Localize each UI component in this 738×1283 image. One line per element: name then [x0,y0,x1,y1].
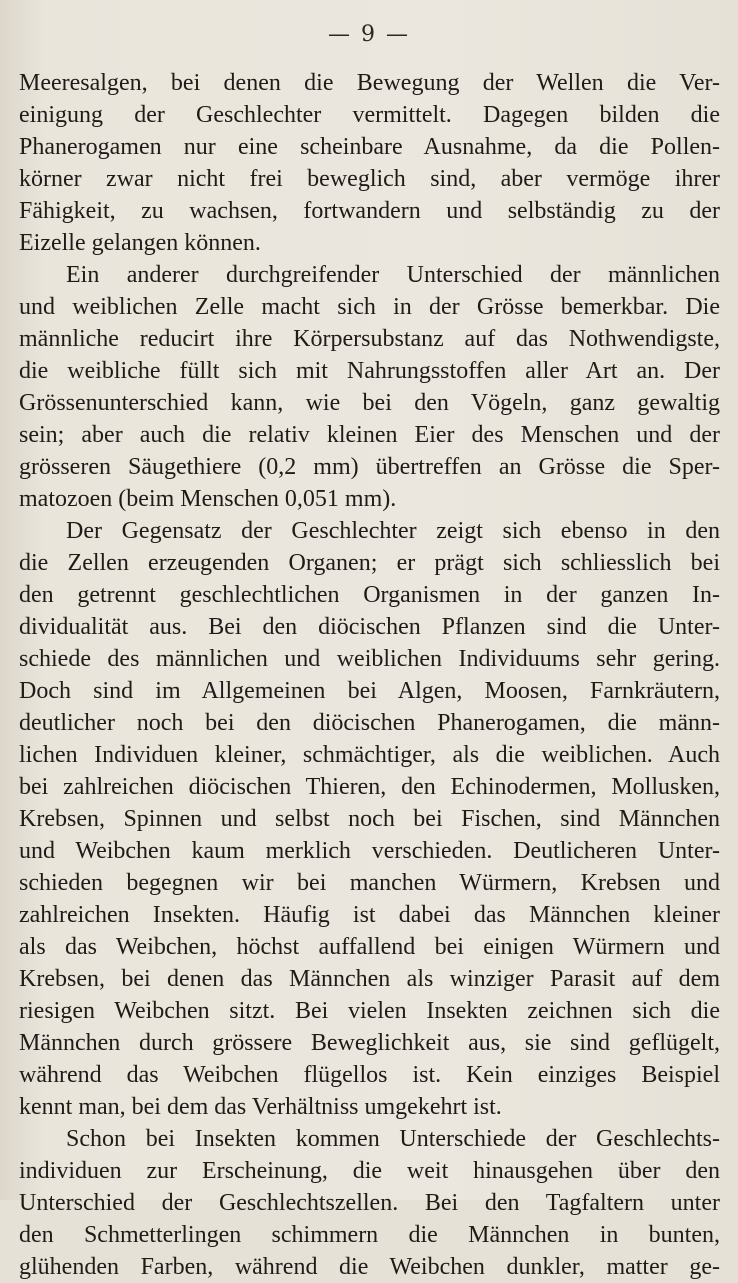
text-line: individuen zur Erscheinung, die weit hinausgehen über den [19,1158,720,1184]
text-line: dividualität aus. Bei den diöcischen Pflanzen sind die Unter- [19,614,720,640]
text-line: Doch sind im Allgemeinen bei Algen, Moosen, Farnkräutern, [19,678,720,704]
text-line: bei zahlreichen diöcischen Thieren, den Echinodermen, Mollusken, [19,774,720,800]
paragraph [19,515,720,1123]
paragraph [19,1123,720,1283]
text-line: Ein anderer durchgreifender Unterschied der männlichen [66,262,720,288]
text-line: glühenden Farben, während die Weibchen dunkler, matter ge- [19,1254,720,1280]
text-line: Krebsen, Spinnen und selbst noch bei Fischen, sind Männchen [19,806,720,832]
text-line: und weiblichen Zelle macht sich in der Grösse bemerkbar. Die [19,294,720,320]
text-line: den getrennt geschlechtlichen Organismen in der ganzen In- [19,582,720,608]
text-line: Fähigkeit, zu wachsen, fortwandern und selbständig zu der [19,198,720,224]
text-line: schieden begegnen wir bei manchen Würmern, Krebsen und [19,870,720,896]
text-line: Grössenunterschied kann, wie bei den Vögeln, ganz gewaltig [19,390,720,416]
text-line: sein; aber auch die relativ kleinen Eier des Menschen und der [19,422,720,448]
text-line: matozoen (beim Menschen 0,051 mm). [19,486,397,512]
text-line: Krebsen, bei denen das Männchen als winziger Parasit auf dem [19,966,720,992]
text-line: Männchen durch grössere Beweglichkeit aus, sie sind geflügelt, [19,1030,720,1056]
text-line: körner zwar nicht frei beweglich sind, aber vermöge ihrer [19,166,720,192]
text-line: deutlicher noch bei den diöcischen Phanerogamen, die männ- [19,710,720,736]
text-line: Phanerogamen nur eine scheinbare Ausnahme, da die Pollen- [19,134,720,160]
text-line: kennt man, bei dem das Verhältniss umgekehrt ist. [19,1094,502,1120]
text-line: Meeresalgen, bei denen die Bewegung der Wellen die Ver- [19,70,720,96]
text-line: riesigen Weibchen sitzt. Bei vielen Insekten zeichnen sich die [19,998,720,1024]
text-line: den Schmetterlingen schimmern die Männchen in bunten, [19,1222,720,1248]
text-line: grösseren Säugethiere (0,2 mm) übertreffen an Grösse die Sper- [19,454,720,480]
text-line: während das Weibchen flügellos ist. Kein einziges Beispiel [19,1062,720,1088]
page-number: — 9 — [328,22,410,47]
text-line: lichen Individuen kleiner, schmächtiger, als die weiblichen. Auch [19,742,720,768]
text-line: zahlreichen Insekten. Häufig ist dabei das Männchen kleiner [19,902,720,928]
paragraph [19,259,720,515]
text-line: Schon bei Insekten kommen Unterschiede der Geschlechts- [66,1126,720,1152]
text-line: als das Weibchen, höchst auffallend bei einigen Würmern und [19,934,720,960]
paragraph [19,67,720,259]
text-line: und Weibchen kaum merklich verschieden. Deutlicheren Unter- [19,838,720,864]
text-line: einigung der Geschlechter vermittelt. Dagegen bilden die [19,102,720,128]
body-text [19,67,720,1283]
text-line: die weibliche füllt sich mit Nahrungsstoffen aller Art an. Der [19,358,720,384]
text-line: Der Gegensatz der Geschlechter zeigt sich ebenso in den [66,518,720,544]
text-line: Eizelle gelangen können. [19,230,261,256]
text-line: die Zellen erzeugenden Organen; er prägt sich schliesslich bei [19,550,720,576]
text-line: schiede des männlichen und weiblichen Individuums sehr gering. [19,646,720,672]
text-line: Unterschied der Geschlechtszellen. Bei den Tagfaltern unter [19,1190,720,1216]
text-line: männliche reducirt ihre Körpersubstanz auf das Nothwendigste, [19,326,720,352]
